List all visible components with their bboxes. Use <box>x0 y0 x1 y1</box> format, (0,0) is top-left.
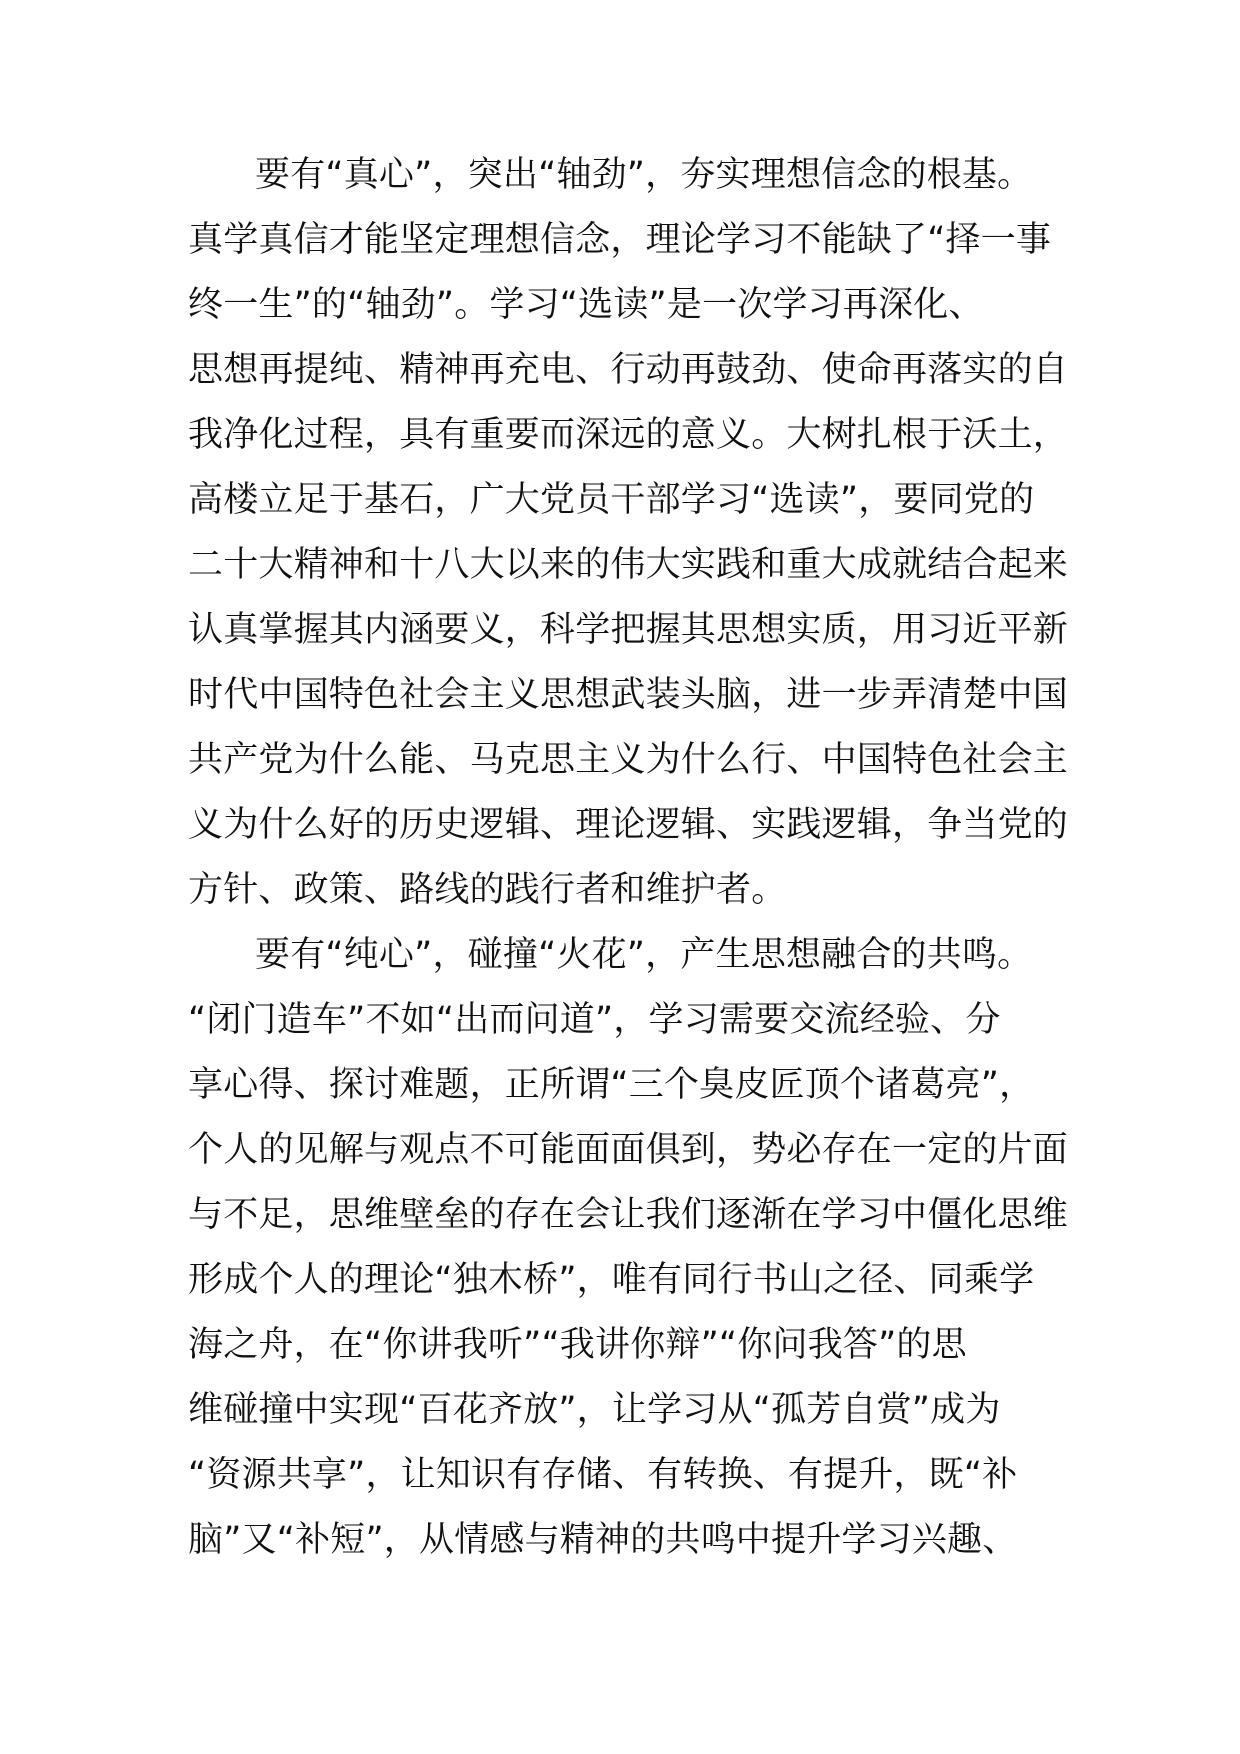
paragraph-line: 时代中国特色社会主义思想武装头脑，进一步弄清楚中国 <box>188 675 1069 715</box>
paragraph-line: 个人的见解与观点不可能面面俱到，势必存在一定的片面 <box>188 1130 1069 1170</box>
paragraph-line: 认真掌握其内涵要义，科学把握其思想实质，用习近平新 <box>188 610 1069 650</box>
paragraph-line: “资源共享”，让知识有存储、有转换、有提升，既“补 <box>188 1455 1018 1495</box>
paragraph-line: 共产党为什么能、马克思主义为什么行、中国特色社会主 <box>188 740 1069 780</box>
paragraph-line: 方针、政策、路线的践行者和维护者。 <box>188 870 787 910</box>
paragraph-2 <box>188 923 1068 1573</box>
paragraph-line: 维碰撞中实现“百花齐放”，让学习从“孤芳自赏”成为 <box>188 1390 1001 1430</box>
paragraph-line: “闭门造车”不如“出而问道”，学习需要交流经验、分 <box>188 1000 1001 1040</box>
paragraph-line: 脑”又“补短”，从情感与精神的共鸣中提升学习兴趣、 <box>188 1520 1018 1560</box>
paragraph-line: 形成个人的理论“独木桥”，唯有同行书山之径、同乘学 <box>188 1260 1035 1300</box>
paragraph-line: 义为什么好的历史逻辑、理论逻辑、实践逻辑，争当党的 <box>188 805 1069 845</box>
paragraph-line: 终一生”的“轴劲”。学习“选读”是一次学习再深化、 <box>188 285 984 325</box>
paragraph-line: 享心得、探讨难题，正所谓“三个臭皮匠顶个诸葛亮”， <box>188 1065 1035 1105</box>
paragraph-line: 思想再提纯、精神再充电、行动再鼓劲、使命再落实的自 <box>188 350 1069 390</box>
paragraph-line: 要有“真心”，突出“轴劲”，夯实理想信念的根基。 <box>255 155 1033 195</box>
paragraph-line: 高楼立足于基石，广大党员干部学习“选读”，要同党的 <box>188 480 1035 520</box>
paragraph-line: 真学真信才能坚定理想信念，理论学习不能缺了“择一事 <box>188 220 1052 260</box>
paragraph-line: 与不足，思维壁垒的存在会让我们逐渐在学习中僵化思维 <box>188 1195 1069 1235</box>
paragraph-line: 我净化过程，具有重要而深远的意义。大树扎根于沃土， <box>188 415 1069 455</box>
paragraph-line: 要有“纯心”，碰撞“火花”，产生思想融合的共鸣。 <box>255 935 1033 975</box>
paragraph-1 <box>188 143 1068 923</box>
paragraph-line: 二十大精神和十八大以来的伟大实践和重大成就结合起来 <box>188 545 1069 585</box>
paragraph-line: 海之舟，在“你讲我听”“我讲你辩”“你问我答”的思 <box>188 1325 967 1365</box>
